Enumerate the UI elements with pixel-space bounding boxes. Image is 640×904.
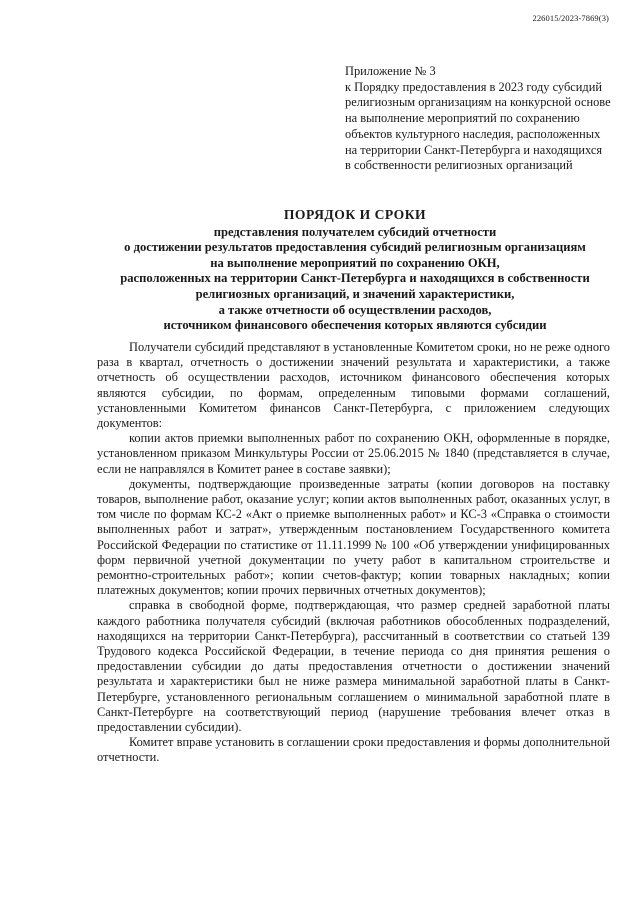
title-line: источником финансового обеспечения которых являются субсидии <box>163 318 547 333</box>
appendix-line: на территории Санкт-Петербурга и находящихся <box>345 142 603 157</box>
body-paragraph: копии актов приемки выполненных работ по сохранению ОКН, оформленные в порядке, установленном приказом Минкультуры России от 25.06.2015 № 1840 (представляется в случае, если не направлялся в Комитет ранее в составе заявки); <box>97 431 610 476</box>
body-paragraph: документы, подтверждающие произведенные затраты (копии договоров на поставку товаров, выполнение работ, оказание услуг; копии актов выполненных работ, оказанных услуг, в том числе по формам КС-2 «Акт о приемке выполненных работ» и КС-3 «Справка о стоимости выполненных работ и затрат», утвержденным постановлением Государственного комитета Российской Федерации по статистике от 11.11.1999 № 100 «Об утверждении унифицированных форм первичной учетной документации по учету работ в капитальном строительстве и ремонтно-строительных работ»; копии счетов-фактур; копии товарных накладных; копии платежных документов; копии прочих первичных отчетных документов); <box>97 476 610 598</box>
title-line: религиозных организаций, и значений характеристики, <box>195 286 515 301</box>
appendix-line: на выполнение мероприятий по сохранению <box>345 111 580 126</box>
title-line: а также отчетности об осуществлении расходов, <box>218 302 492 317</box>
document-number: 226015/2023-7869(3) <box>532 13 609 23</box>
appendix-block <box>345 64 625 174</box>
document-body <box>97 340 610 766</box>
title-line: о достижении результатов предоставления субсидий религиозным организациям <box>124 240 586 255</box>
appendix-line: Приложение № 3 <box>345 64 436 78</box>
title-line: на выполнение мероприятий по сохранению ОКН, <box>210 255 500 270</box>
body-paragraph: Получатели субсидий представляют в установленные Комитетом сроки, но не реже одного раза в квартал, отчетность о достижении значений результата и характеристики, а также отчетность об осуществлении расходов, источником финансового обеспечения которых являются субсидии, по формам, определенным типовыми формами соглашений, установленными Комитетом финансов Санкт-Петербурга, с приложением следующих документов: <box>97 340 610 431</box>
appendix-line: к Порядку предоставления в 2023 году субсидий <box>345 79 602 94</box>
title-line: представления получателем субсидий отчетности <box>213 224 497 239</box>
appendix-line: в собственности религиозных организаций <box>345 158 573 173</box>
title-line: расположенных на территории Санкт-Петербурга и находящихся в собственности <box>120 271 590 286</box>
appendix-line: объектов культурного наследия, расположенных <box>345 126 601 141</box>
body-paragraph: Комитет вправе установить в соглашении сроки предоставления и формы дополнительной отчетности. <box>97 735 610 765</box>
body-paragraph: справка в свободной форме, подтверждающая, что размер средней заработной платы каждого работника получателя субсидий (включая работников обособленных подразделений, находящихся на территории Санкт-Петербурга), рассчитанный в соответствии со статьей 139 Трудового кодекса Российской Федерации, в течение периода со дня принятия решения о предоставлении субсидии до даты предоставления отчетности о достижении значений результата и характеристики был не ниже размера минимальной заработной платы в Санкт-Петербурге, установленного региональным соглашением о минимальной заработной плате в Санкт-Петербурге на соответствующий период (нарушение требования влечет отказ в предоставлении субсидии). <box>97 598 610 735</box>
appendix-line: религиозным организациям на конкурсной основе <box>345 95 611 110</box>
document-title <box>60 207 640 334</box>
title-main: ПОРЯДОК И СРОКИ <box>283 207 427 222</box>
